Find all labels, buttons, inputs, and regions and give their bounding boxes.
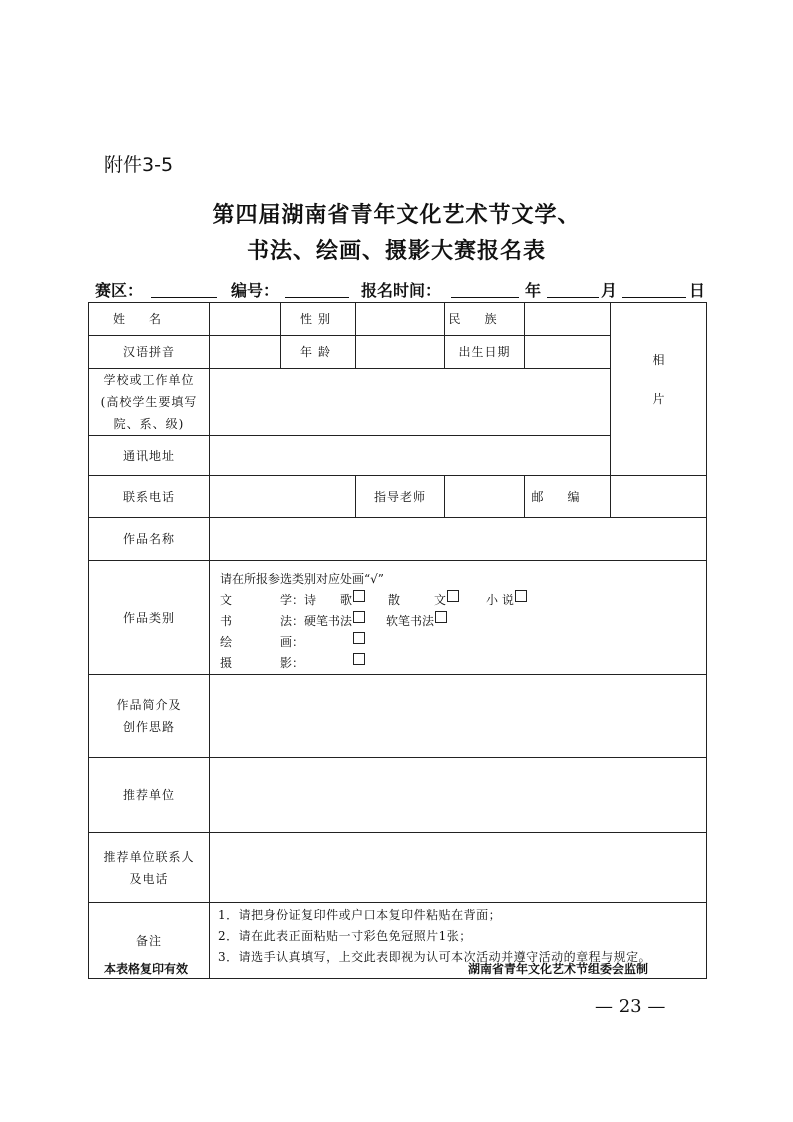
day-blank[interactable] xyxy=(622,297,686,298)
age-field[interactable] xyxy=(356,336,445,369)
name-label: 姓名 xyxy=(89,303,210,336)
attachment-label: 附件3-5 xyxy=(104,154,174,176)
year-label: 年 xyxy=(525,281,542,300)
poetry-checkbox[interactable] xyxy=(353,590,365,602)
category-label: 作品类别 xyxy=(89,561,210,675)
copy-valid-note: 本表格复印有效 xyxy=(104,962,189,976)
note-3: 3．请选手认真填写，上交此表即视为认可本次活动并遵守活动的章程与规定。 xyxy=(218,950,652,964)
registration-header xyxy=(95,276,710,300)
number-blank[interactable] xyxy=(285,297,349,298)
school-label: 学校或工作单位 (高校学生要填写 院、系、级) xyxy=(89,369,210,436)
gender-label: 性别 xyxy=(281,303,356,336)
category-calligraphy-line: 书 法：硬笔书法 软笔书法 xyxy=(220,611,706,632)
category-field xyxy=(210,561,707,675)
pinyin-field[interactable] xyxy=(210,336,281,369)
recommender-contact-label: 推荐单位联系人 及电话 xyxy=(89,833,210,903)
time-label: 报名时间： xyxy=(361,281,442,300)
birthdate-label: 出生日期 xyxy=(445,336,525,369)
hard-pen-checkbox[interactable] xyxy=(353,611,365,623)
birthdate-field[interactable] xyxy=(525,336,611,369)
intro-label: 作品简介及 创作思路 xyxy=(89,675,210,758)
month-label: 月 xyxy=(601,281,618,300)
poetry-option[interactable]: 歌 xyxy=(340,590,352,611)
month-blank[interactable] xyxy=(547,297,599,298)
category-instruction: 请在所报参选类别对应处画“√” xyxy=(220,572,384,586)
ethnicity-label: 民族 xyxy=(445,303,525,336)
prose-checkbox[interactable] xyxy=(447,590,459,602)
work-name-label: 作品名称 xyxy=(89,518,210,561)
note-1: 1．请把身份证复印件或户口本复印件粘贴在背面； xyxy=(218,908,502,922)
photo-label-bottom: 片 xyxy=(652,392,665,406)
novel-option[interactable]: 小 说 xyxy=(486,590,514,611)
year-blank[interactable] xyxy=(451,297,519,298)
intro-field[interactable] xyxy=(210,675,707,758)
note-2: 2．请在此表正面粘贴一寸彩色免冠照片1张； xyxy=(218,929,472,943)
phone-label: 联系电话 xyxy=(89,476,210,518)
photo-label-top: 相 xyxy=(652,353,665,367)
category-literature-line: 文 学：诗 歌 散 文 小 说 xyxy=(220,590,706,611)
page-number: — 23 — xyxy=(595,996,666,1017)
number-label: 编号： xyxy=(231,281,280,300)
supervisor-note: 湖南省青年文化艺术节组委会监制 xyxy=(468,962,649,976)
photography-checkbox[interactable] xyxy=(353,653,365,665)
address-label: 通讯地址 xyxy=(89,436,210,476)
phone-field[interactable] xyxy=(210,476,356,518)
day-label: 日 xyxy=(689,281,706,300)
recommender-contact-field[interactable] xyxy=(210,833,707,903)
work-name-field[interactable] xyxy=(210,518,707,561)
prose-option[interactable]: 文 xyxy=(434,590,446,611)
registration-form-table xyxy=(88,302,707,979)
form-title-line-2: 书法、绘画、摄影大赛报名表 xyxy=(246,238,546,264)
postcode-field[interactable] xyxy=(611,476,707,518)
novel-checkbox[interactable] xyxy=(515,590,527,602)
recommender-field[interactable] xyxy=(210,758,707,833)
remarks-label: 备注 xyxy=(89,903,210,979)
hard-pen-option[interactable]: 法：硬笔书法 xyxy=(280,611,352,632)
postcode-label: 邮编 xyxy=(525,476,611,518)
name-field[interactable] xyxy=(210,303,281,336)
photo-box[interactable] xyxy=(611,303,707,476)
category-painting-line: 绘 画： xyxy=(220,632,706,653)
category-options xyxy=(210,561,706,674)
teacher-field[interactable] xyxy=(445,476,525,518)
gender-field[interactable] xyxy=(356,303,445,336)
school-field[interactable] xyxy=(210,369,611,436)
soft-brush-option[interactable]: 软笔书法 xyxy=(386,611,434,632)
ethnicity-field[interactable] xyxy=(525,303,611,336)
form-title-line-1: 第四届湖南省青年文化艺术节文学、 xyxy=(212,202,581,228)
teacher-label: 指导老师 xyxy=(356,476,445,518)
region-label: 赛区： xyxy=(95,281,144,300)
region-blank[interactable] xyxy=(151,297,217,298)
painting-checkbox[interactable] xyxy=(353,632,365,644)
age-label: 年龄 xyxy=(281,336,356,369)
pinyin-label: 汉语拼音 xyxy=(89,336,210,369)
soft-brush-checkbox[interactable] xyxy=(435,611,447,623)
address-field[interactable] xyxy=(210,436,611,476)
recommender-label: 推荐单位 xyxy=(89,758,210,833)
category-photography-line: 摄 影： xyxy=(220,653,706,674)
